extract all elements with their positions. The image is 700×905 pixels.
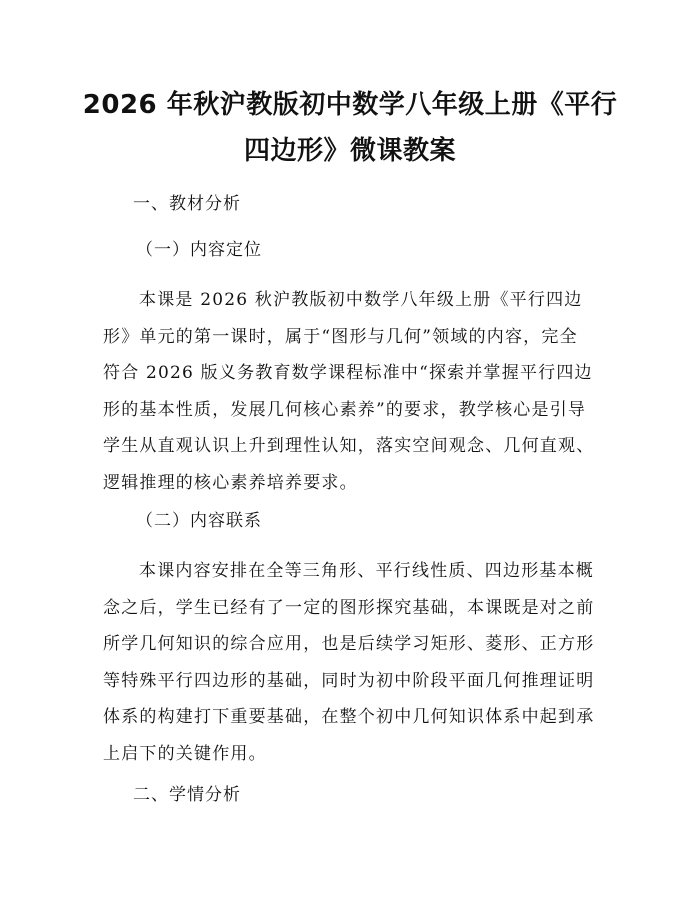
document-title-line-1: 2026 年秋沪教版初中数学八年级上册《平行: [82, 90, 618, 120]
paragraph-line: 学生从直观认识上升到理性认知，落实空间观念、几何直观、: [103, 436, 595, 457]
document-title-line-2: 四边形》微课教案: [243, 136, 456, 166]
paragraph-line: 上启下的关键作用。: [103, 743, 267, 764]
section-heading-student-analysis: 二、学情分析: [133, 785, 241, 805]
section-heading-textbook-analysis: 一、教材分析: [133, 194, 241, 214]
paragraph-line: 本课是 2026 秋沪教版初中数学八年级上册《平行四边: [139, 290, 583, 310]
paragraph-line: 体系的构建打下重要基础，在整个初中几何知识体系中起到承: [103, 707, 595, 728]
paragraph-content-positioning: [103, 282, 603, 502]
paragraph-line: 形》单元的第一课时，属于“图形与几何”领域的内容，完全: [103, 326, 578, 347]
paragraph-line: 等特殊平行四边形的基础，同时为初中阶段平面几何推理证明: [103, 670, 595, 691]
paragraph-line: 形的基本性质，发展几何核心素养”的要求，教学核心是引导: [103, 399, 587, 420]
paragraph-line: 所学几何知识的综合应用，也是后续学习矩形、菱形、正方形: [103, 634, 595, 655]
paragraph-line: 本课内容安排在全等三角形、平行线性质、四边形基本概: [139, 561, 594, 581]
paragraph-content-connection: [103, 553, 603, 773]
subsection-heading-content-positioning: （一）内容定位: [136, 240, 262, 260]
paragraph-line: 念之后，学生已经有了一定的图形探究基础，本课既是对之前: [103, 597, 595, 618]
paragraph-line: 符合 2026 版义务教育数学课程标准中“探索并掌握平行四边: [103, 363, 593, 384]
subsection-heading-content-connection: （二）内容联系: [136, 511, 262, 531]
paragraph-line: 逻辑推理的核心素养培养要求。: [103, 472, 358, 493]
